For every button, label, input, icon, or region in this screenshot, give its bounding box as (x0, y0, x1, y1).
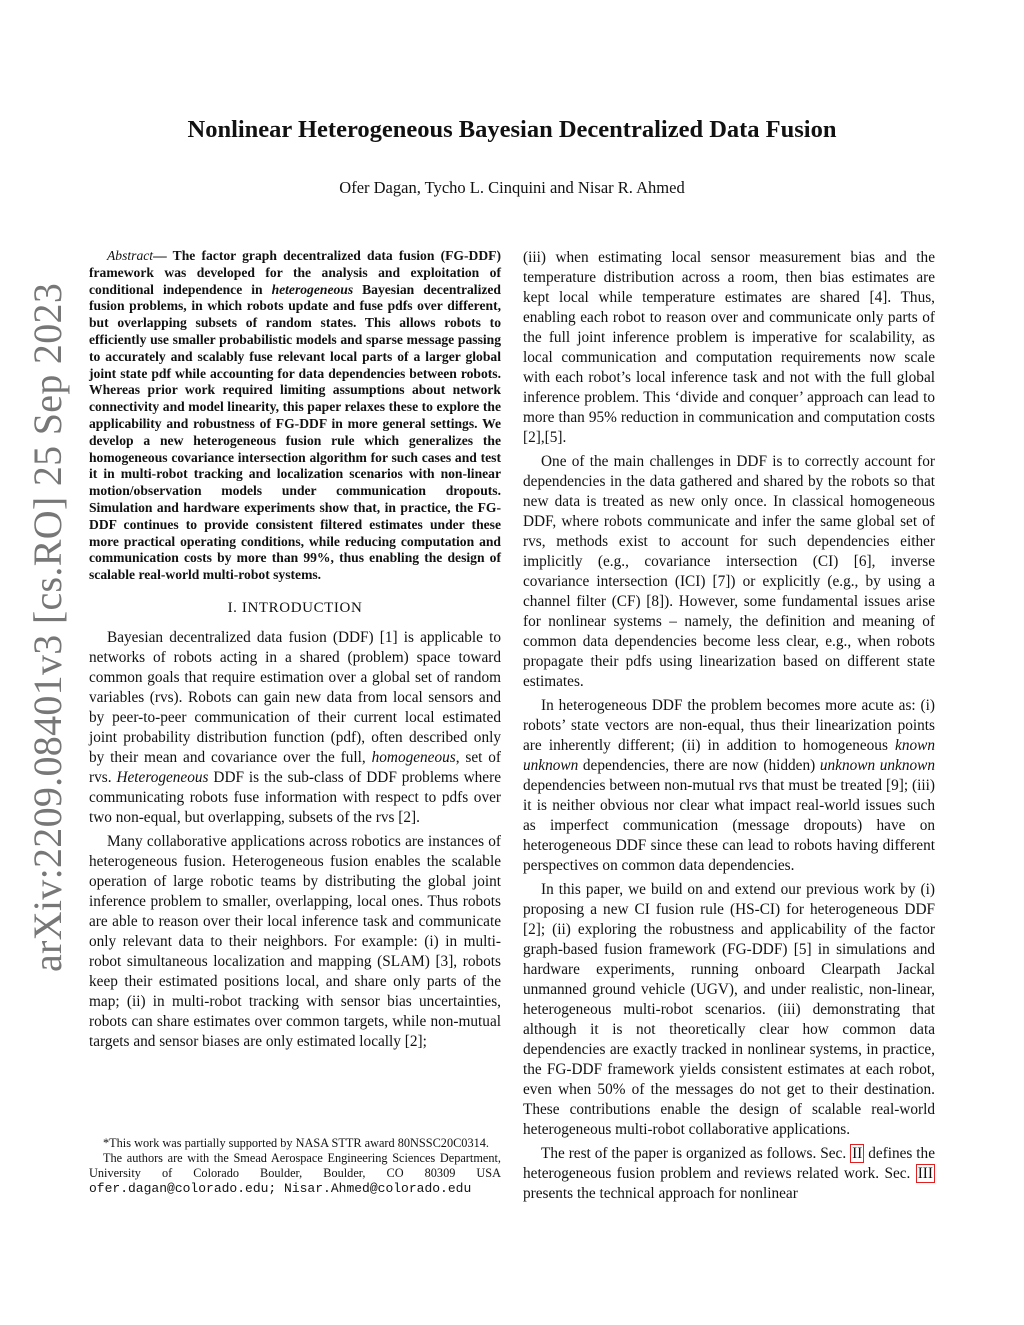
section-link-iii[interactable]: III (917, 1165, 933, 1182)
right-paragraph-5 (523, 1144, 935, 1204)
right-p5-text-b: defines the heterogeneous fusion problem and reviews related work. Sec. (523, 1145, 935, 1182)
footnote-emails[interactable]: ofer.dagan@colorado.edu; Nisar.Ahmed@colorado.edu (89, 1181, 472, 1196)
abstract-label: Abstract (107, 248, 154, 263)
abstract-dash: — (153, 248, 173, 263)
footnote-funding: *This work was partially supported by NASA STTR award 80NSSC20C0314. (103, 1136, 489, 1150)
intro-p1-text-c: DDF is the sub-class of DDF problems where communicating robots fuse information with respect to pdfs over two non-equal, but overlapping, subsets of the rvs [2]. (89, 768, 501, 826)
intro-paragraph-1 (89, 628, 501, 828)
left-column (89, 248, 501, 1056)
right-p3-text-a: In heterogeneous DDF the problem becomes more acute as: (i) robots’ state vectors are non-equal, thus their linearization points are inherently different; (ii) in addition to homogeneous (523, 697, 935, 754)
right-paragraph-3 (523, 696, 935, 876)
footnote-affiliation-text: The authors are with the Smead Aerospace Engineering Sciences Department, University of Colorado Boulder, Boulder, CO 80309 USA (89, 1151, 501, 1180)
intro-p1-text-a: Bayesian decentralized data fusion (DDF) [1] is applicable to networks of robots acting in a shared (problem) space toward common goals that require estimation over a global set of random variables (rvs). Robots can gain new data from local sensors and by peer-to-peer communication of their current local estimated joint probability distribution function (pdf), often described only by their mean and covariance over the full, (89, 628, 501, 766)
paper-authors: Ofer Dagan, Tycho L. Cinquini and Nisar R. Ahmed (339, 178, 685, 197)
right-p3-emphasis-known-unknown: known unknown (523, 737, 935, 774)
right-p3-text-c: dependencies between non-mutual rvs that must be treated [9]; (iii) it is neither obvious nor clear what impact real-world issues such as imperfect communication (message dropouts) have on heterogeneous DDF since these can lead to robots having different perspectives on common data dependencies. (523, 777, 935, 874)
intro-p1-text-b: , set of rvs. (89, 748, 501, 786)
right-p5-text-c: presents the technical approach for nonlinear (523, 1185, 798, 1202)
right-p5-text-a: The rest of the paper is organized as follows. Sec. (541, 1145, 851, 1162)
abstract-emphasis: heterogeneous (271, 281, 354, 297)
right-paragraph-1: (iii) when estimating local sensor measurement bias and the temperature distribution across a room, then bias estimates are kept local while temperature estimates are shared [4]. Thus, enabling each robot to reason over and communicate only parts of the full joint inference problem is imperative for scalability, as local communication and computation requirements now scale with each robot’s local inference task and not with the full global inference problem. This ‘divide and conquer’ approach can lead to more than 95% reduction in communication and computation costs [2],[5]. (523, 249, 935, 446)
intro-paragraph-2: Many collaborative applications across robotics are instances of heterogeneous fusion. Heterogeneous fusion enables the scalable operation of large robotic teams by distributing the global joint inference problem to smaller, overlapping, local ones. Thus robots are able to reason over their local inference task and communicate only relevant data to their neighbors. For example: (i) in multi-robot simultaneous localization and mapping (SLAM) [3], robots keep their estimated positions local, and share only parts of the map; (ii) in multi-robot tracking with sensor bias uncertainties, robots can share estimates over common targets, while non-mutual targets and sensor biases are only estimated locally [2]; (89, 832, 501, 1050)
right-p3-emphasis-unknown-unknown: unknown unknown (819, 757, 935, 774)
intro-p1-emphasis-heterogeneous: Heterogeneous (116, 768, 209, 786)
footnote-affiliation (89, 1151, 501, 1196)
footnotes (89, 1136, 501, 1196)
right-column (523, 248, 935, 1208)
paper-title: Nonlinear Heterogeneous Bayesian Decentralized Data Fusion (187, 116, 837, 143)
abstract-text-2: Bayesian decentralized fusion problems, in which robots update and fuse pdfs over different, but overlapping subsets of random states. This allows robots to efficiently use smaller probabilistic models and sparse message passing to accurately and scalably fuse relevant local parts of a larger global joint state pdf while accounting for data dependencies between robots. Whereas prior work required limiting assumptions about network connectivity and model linearity, this paper relaxes these to explore the applicability and robustness of FG-DDF in more general settings. We develop a new heterogeneous fusion rule which generalizes the homogeneous covariance intersection algorithm for such cases and test it in multi-robot tracking and localization scenarios with non-linear motion/observation models under communication dropouts. Simulation and hardware experiments show that, in practice, the FG-DDF continues to provide consistent filtered estimates under these more practical operating conditions, while reducing computation and communication costs by more than 99%, thus enabling the design of scalable real-world multi-robot systems. (89, 281, 501, 583)
section-heading-introduction: I. INTRODUCTION (227, 599, 363, 616)
right-p3-text-b: dependencies, there are now (hidden) (578, 757, 820, 774)
right-paragraph-4: In this paper, we build on and extend our previous work by (i) proposing a new CI fusion rule (HS-CI) for heterogeneous DDF [2]; (ii) exploring the robustness and applicability of the factor graph-based fusion framework (FG-DDF) [5] in simulations and hardware experiments, running onboard Clearpath Jackal unmanned ground vehicle (UGV), and under realistic, non-linear, heterogeneous multi-robot scenarios. (iii) demonstrating that although it is not theoretically clear how common data dependencies are exactly tracked in nonlinear systems, in practice, the FG-DDF framework yields consistent estimates at each robot, even when 50% of the messages do not get to their destination. These contributions enable the design of scalable real-world heterogeneous multi-robot collaborative applications. (523, 881, 935, 1138)
intro-p1-emphasis-homogeneous: homogeneous (371, 748, 456, 766)
right-paragraph-2: One of the main challenges in DDF is to correctly account for dependencies in the data gathered and shared by the robots so that new data is treated as new only once. In classical homogeneous DDF, where robots communicate and infer the same global set of rvs, methods exist to account for such dependencies either implicitly (e.g., covariance intersection (CI) [6], inverse covariance intersection (ICI) [7]) or explicitly (e.g., by using a channel filter (CF) [8]). However, some fundamental issues arise for nonlinear systems – namely, the definition and meaning of common data dependencies become less clear, e.g., when robots propagate their pdfs using linearization based on different state estimates. (523, 453, 935, 690)
abstract (89, 248, 501, 584)
section-link-ii[interactable]: II (852, 1145, 863, 1162)
arxiv-identifier: arXiv:2209.08401v3 [cs.RO] 25 Sep 2023 (25, 282, 70, 972)
abstract-text-1: The factor graph decentralized data fusion (FG-DDF) framework was developed for the analysis and exploitation of conditional independence in (89, 248, 501, 297)
